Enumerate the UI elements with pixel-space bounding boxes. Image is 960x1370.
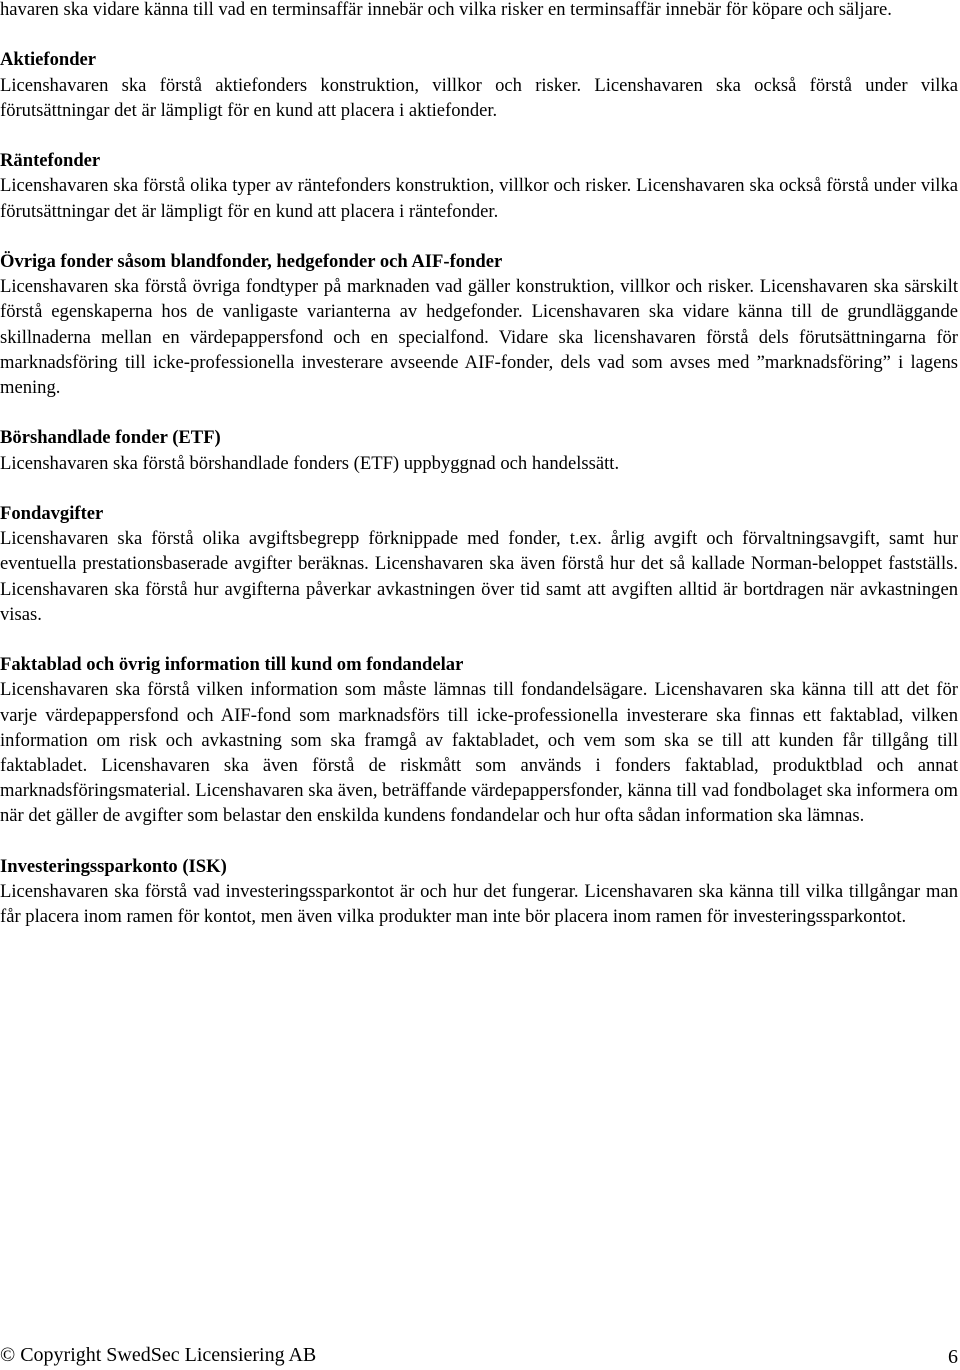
section-body: Licenshavaren ska förstå vad investeringssparkontot är och hur det fungerar. Licenshavaren ska känna till vilka tillgångar man får placera inom ramen för kontot, men även vilka produkter man inte bör placera inom ramen för investeringssparkontot. <box>0 881 958 928</box>
section-heading: Räntefonder <box>0 150 101 172</box>
section-heading: Fondavgifter <box>0 502 104 524</box>
section-body: Licenshavaren ska förstå aktiefonders konstruktion, villkor och risker. Licenshavaren ska också förstå under vilka förutsättningar det är lämpligt för en kund att placera i aktiefonder. <box>0 74 958 121</box>
section-rantefonder <box>0 148 958 224</box>
section-body: Licenshavaren ska förstå börshandlade fonders (ETF) uppbyggnad och handelssätt. <box>0 452 620 474</box>
section-aktiefonder <box>0 47 958 123</box>
section-fondavgifter <box>0 501 958 627</box>
section-ovriga-fonder <box>0 249 958 400</box>
paragraph-spacer <box>0 476 958 501</box>
paragraph-spacer <box>0 123 958 148</box>
paragraph-spacer <box>0 22 958 47</box>
page-number: 6 <box>948 1346 958 1368</box>
page-footer <box>0 1342 958 1368</box>
section-heading: Faktablad och övrig information till kund om fondandelar <box>0 654 464 676</box>
section-heading: Aktiefonder <box>0 49 97 71</box>
section-heading: Övriga fonder såsom blandfonder, hedgefonder och AIF-fonder <box>0 250 503 272</box>
paragraph-spacer <box>0 829 958 854</box>
section-body: Licenshavaren ska förstå olika typer av räntefonders konstruktion, villkor och risker. Licenshavaren ska också förstå under vilka förutsättningar det är lämpligt för en kund att placera i räntefonder. <box>0 175 958 222</box>
paragraph-spacer <box>0 224 958 249</box>
paragraph-spacer <box>0 627 958 652</box>
section-borshandlade-fonder <box>0 425 958 475</box>
section-body: Licenshavaren ska förstå olika avgiftsbegrepp förknippade med fonder, t.ex. årlig avgift och förvaltningsavgift, samt hur eventuella prestationsbaserade avgifter beräknas. Licenshavaren ska även förstå hur det så kallade Norman-beloppet fastställs. Licenshavaren ska förstå hur avgifterna påverkar avkastningen över tid samt att avgiften alltid är bortdragen när avkastningen visas. <box>0 528 958 625</box>
section-investeringssparkonto <box>0 854 958 930</box>
section-heading: Börshandlade fonder (ETF) <box>0 427 221 449</box>
section-faktablad <box>0 652 958 828</box>
paragraph-spacer <box>0 400 958 425</box>
section-body: Licenshavaren ska förstå vilken information som måste lämnas till fondandelsägare. Licenshavaren ska känna till att det för varje värdepappersfond och AIF-fond som marknadsförs till icke-professionella investerare ska finnas ett faktablad, vilken information om risk och avkastning som ska framgå av faktabladet, och vem som ska se till att kunden får tillgång till faktabladet. Licenshavaren ska även förstå de riskmått som används i fonders faktablad, produktblad och annat marknadsföringsmaterial. Licenshavaren ska även, beträffande värdepappersfonder, känna till vad fondbolaget ska informera om när det gäller de avgifter som belastar den enskilda kundens fondandelar och hur ofta sådan information ska lämnas. <box>0 679 958 827</box>
copyright-notice: © Copyright SwedSec Licensiering AB <box>0 1344 317 1366</box>
section-heading: Investeringssparkonto (ISK) <box>0 855 227 877</box>
section-body: Licenshavaren ska förstå övriga fondtyper på marknaden vad gäller konstruktion, villkor och risker. Licenshavaren ska särskilt förstå egenskaperna hos de vanligaste varianterna av hedgefonder. Licenshavaren ska vidare känna till de grundläggande skillnaderna mellan en värdepappersfond och en specialfond. Vidare ska licenshavaren förstå dels förutsättningarna för marknadsföring till icke-professionella investerare avseende AIF-fonder, dels vad som avses med ”marknadsföring” i lagens mening. <box>0 276 958 398</box>
intro-paragraph: havaren ska vidare känna till vad en terminsaffär innebär och vilka risker en terminsaffär innebär för köpare och säljare. <box>0 0 892 20</box>
